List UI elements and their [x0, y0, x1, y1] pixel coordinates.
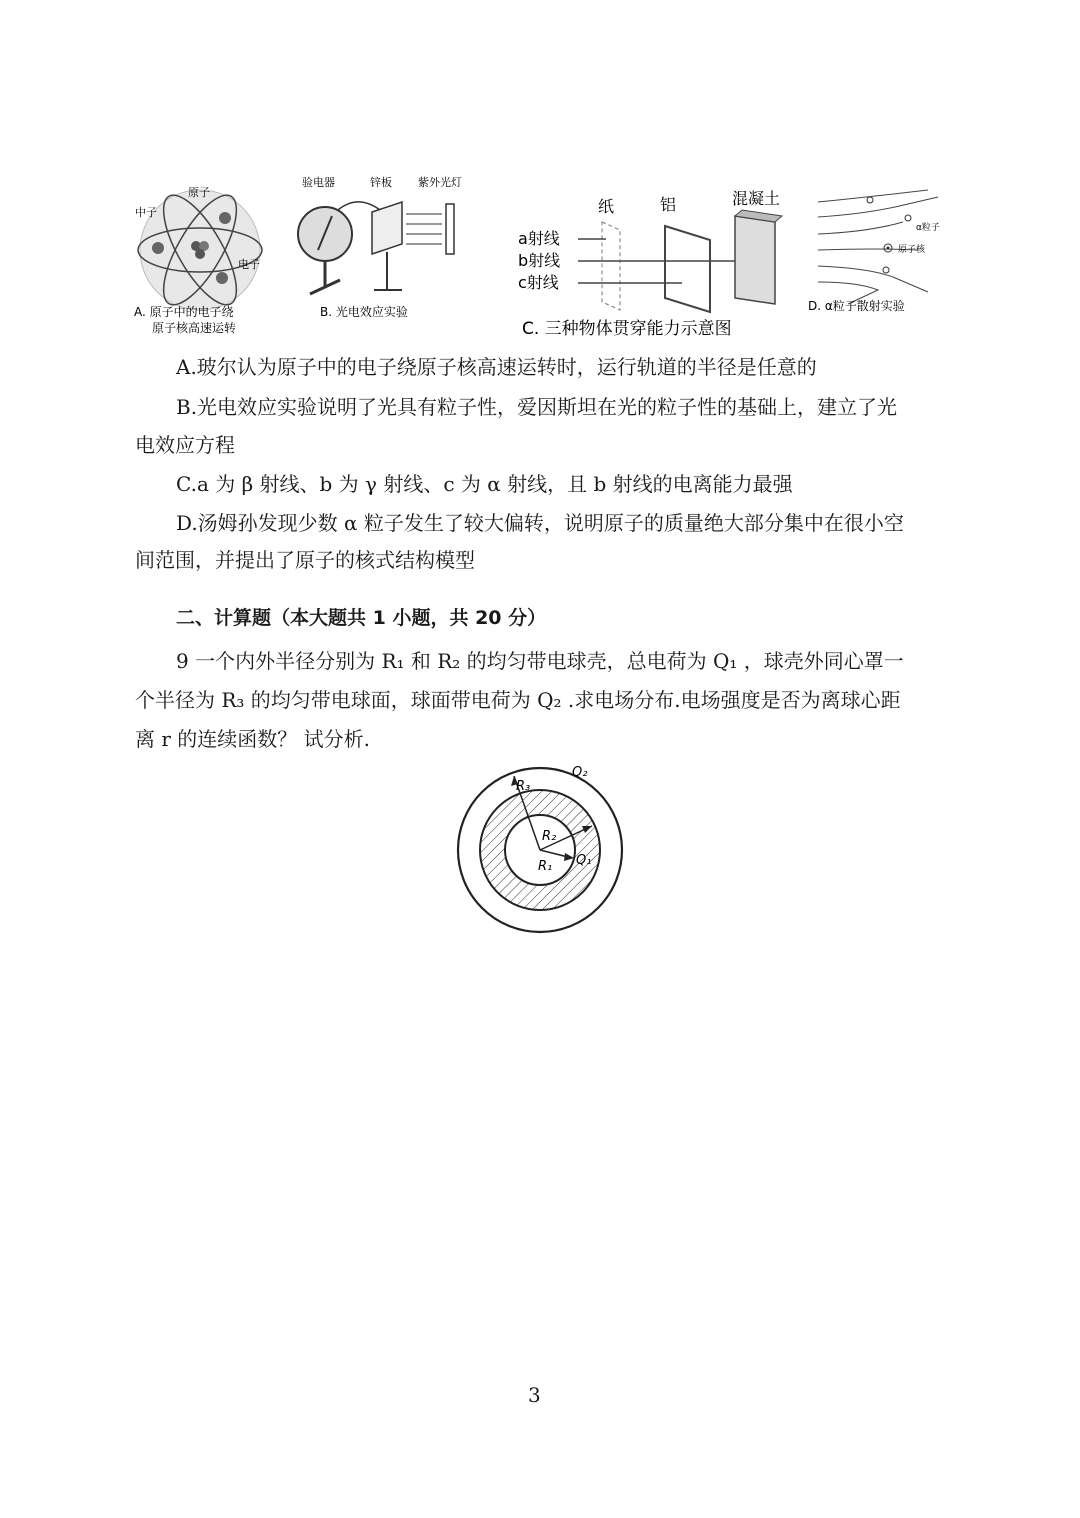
figure-c-caption: C. 三种物体贯穿能力示意图	[522, 319, 732, 339]
label-r3: R₃	[516, 779, 531, 794]
label-q2: Q₂	[572, 765, 588, 780]
option-b-line2: 电效应方程	[135, 433, 235, 457]
nucleus-label: 原子核	[898, 245, 926, 255]
alpha-particle	[867, 197, 873, 203]
section-title: 二、计算题（本大题共 1 小题，共 20 分）	[176, 607, 547, 629]
electron	[152, 242, 164, 254]
paper-sheet	[602, 222, 620, 310]
question-line3: 离 r 的连续函数？ 试分析.	[135, 727, 370, 751]
uv-lamp	[446, 204, 454, 254]
option-d-line1: D.汤姆孙发现少数 α 粒子发生了较大偏转，说明原子的质量绝大部分集中在很小空	[176, 511, 904, 535]
particle-label: α粒子	[916, 223, 940, 233]
figure-penetration	[510, 182, 800, 342]
figure-a-caption: A. 原子中的电子绕	[134, 305, 234, 319]
alpha-track	[818, 222, 903, 234]
question-line1: 9 一个内外半径分别为 R₁ 和 R₂ 的均匀带电球壳，总电荷为 Q₁ ，球壳外同心罩一	[176, 649, 904, 673]
proton-label: 原子	[188, 186, 210, 199]
figure-photoelectric	[290, 172, 485, 322]
ray-b-label: b射线	[518, 251, 561, 270]
electron	[216, 272, 228, 284]
figure-b-caption: B. 光电效应实验	[320, 305, 408, 319]
electron	[219, 212, 231, 224]
nucleus-core	[887, 247, 890, 250]
figure-alpha-scattering	[808, 182, 953, 317]
electron-label: 电子	[238, 258, 260, 271]
lamp-label: 紫外光灯	[418, 176, 462, 189]
question-line2: 个半径为 R₃ 的均匀带电球面，球面带电荷为 Q₂ .求电场分布.电场强度是否为离球心距	[135, 688, 901, 712]
ray-a-label: a射线	[518, 229, 560, 248]
label-q1: Q₁	[576, 853, 592, 868]
option-c: C.a 为 β 射线、b 为 γ 射线、c 为 α 射线，且 b 射线的电离能力最强	[176, 472, 793, 496]
option-b-line1: B.光电效应实验说明了光具有粒子性，爱因斯坦在光的粒子性的基础上，建立了光	[176, 395, 898, 419]
aluminum-sheet	[665, 226, 710, 312]
figure-atom-model	[130, 178, 280, 338]
concrete-block	[735, 216, 775, 304]
nucleus-particle	[195, 249, 205, 259]
figure-a-caption: 原子核高速运转	[152, 321, 237, 335]
figure-concentric-spheres	[452, 762, 632, 942]
option-d-line2: 间范围，并提出了原子的核式结构模型	[135, 548, 475, 572]
plate-label: 锌板	[370, 176, 392, 189]
neutron-label: 中子	[135, 206, 157, 219]
figure-d-caption: D. α粒子散射实验	[808, 299, 905, 313]
option-a: A.玻尔认为原子中的电子绕原子核高速运转时，运行轨道的半径是任意的	[176, 355, 817, 379]
ray-c-label: c射线	[518, 273, 559, 292]
label-r2: R₂	[542, 829, 557, 844]
paper-label: 纸	[598, 197, 615, 216]
alpha-particle	[883, 267, 889, 273]
zinc-plate	[372, 202, 402, 254]
aluminum-label: 铝	[660, 195, 677, 214]
electroscope-label: 验电器	[302, 176, 335, 189]
label-r1: R₁	[538, 859, 553, 874]
page-number: 3	[528, 1383, 541, 1407]
concrete-label: 混凝土	[732, 189, 781, 208]
alpha-particle	[905, 215, 911, 221]
